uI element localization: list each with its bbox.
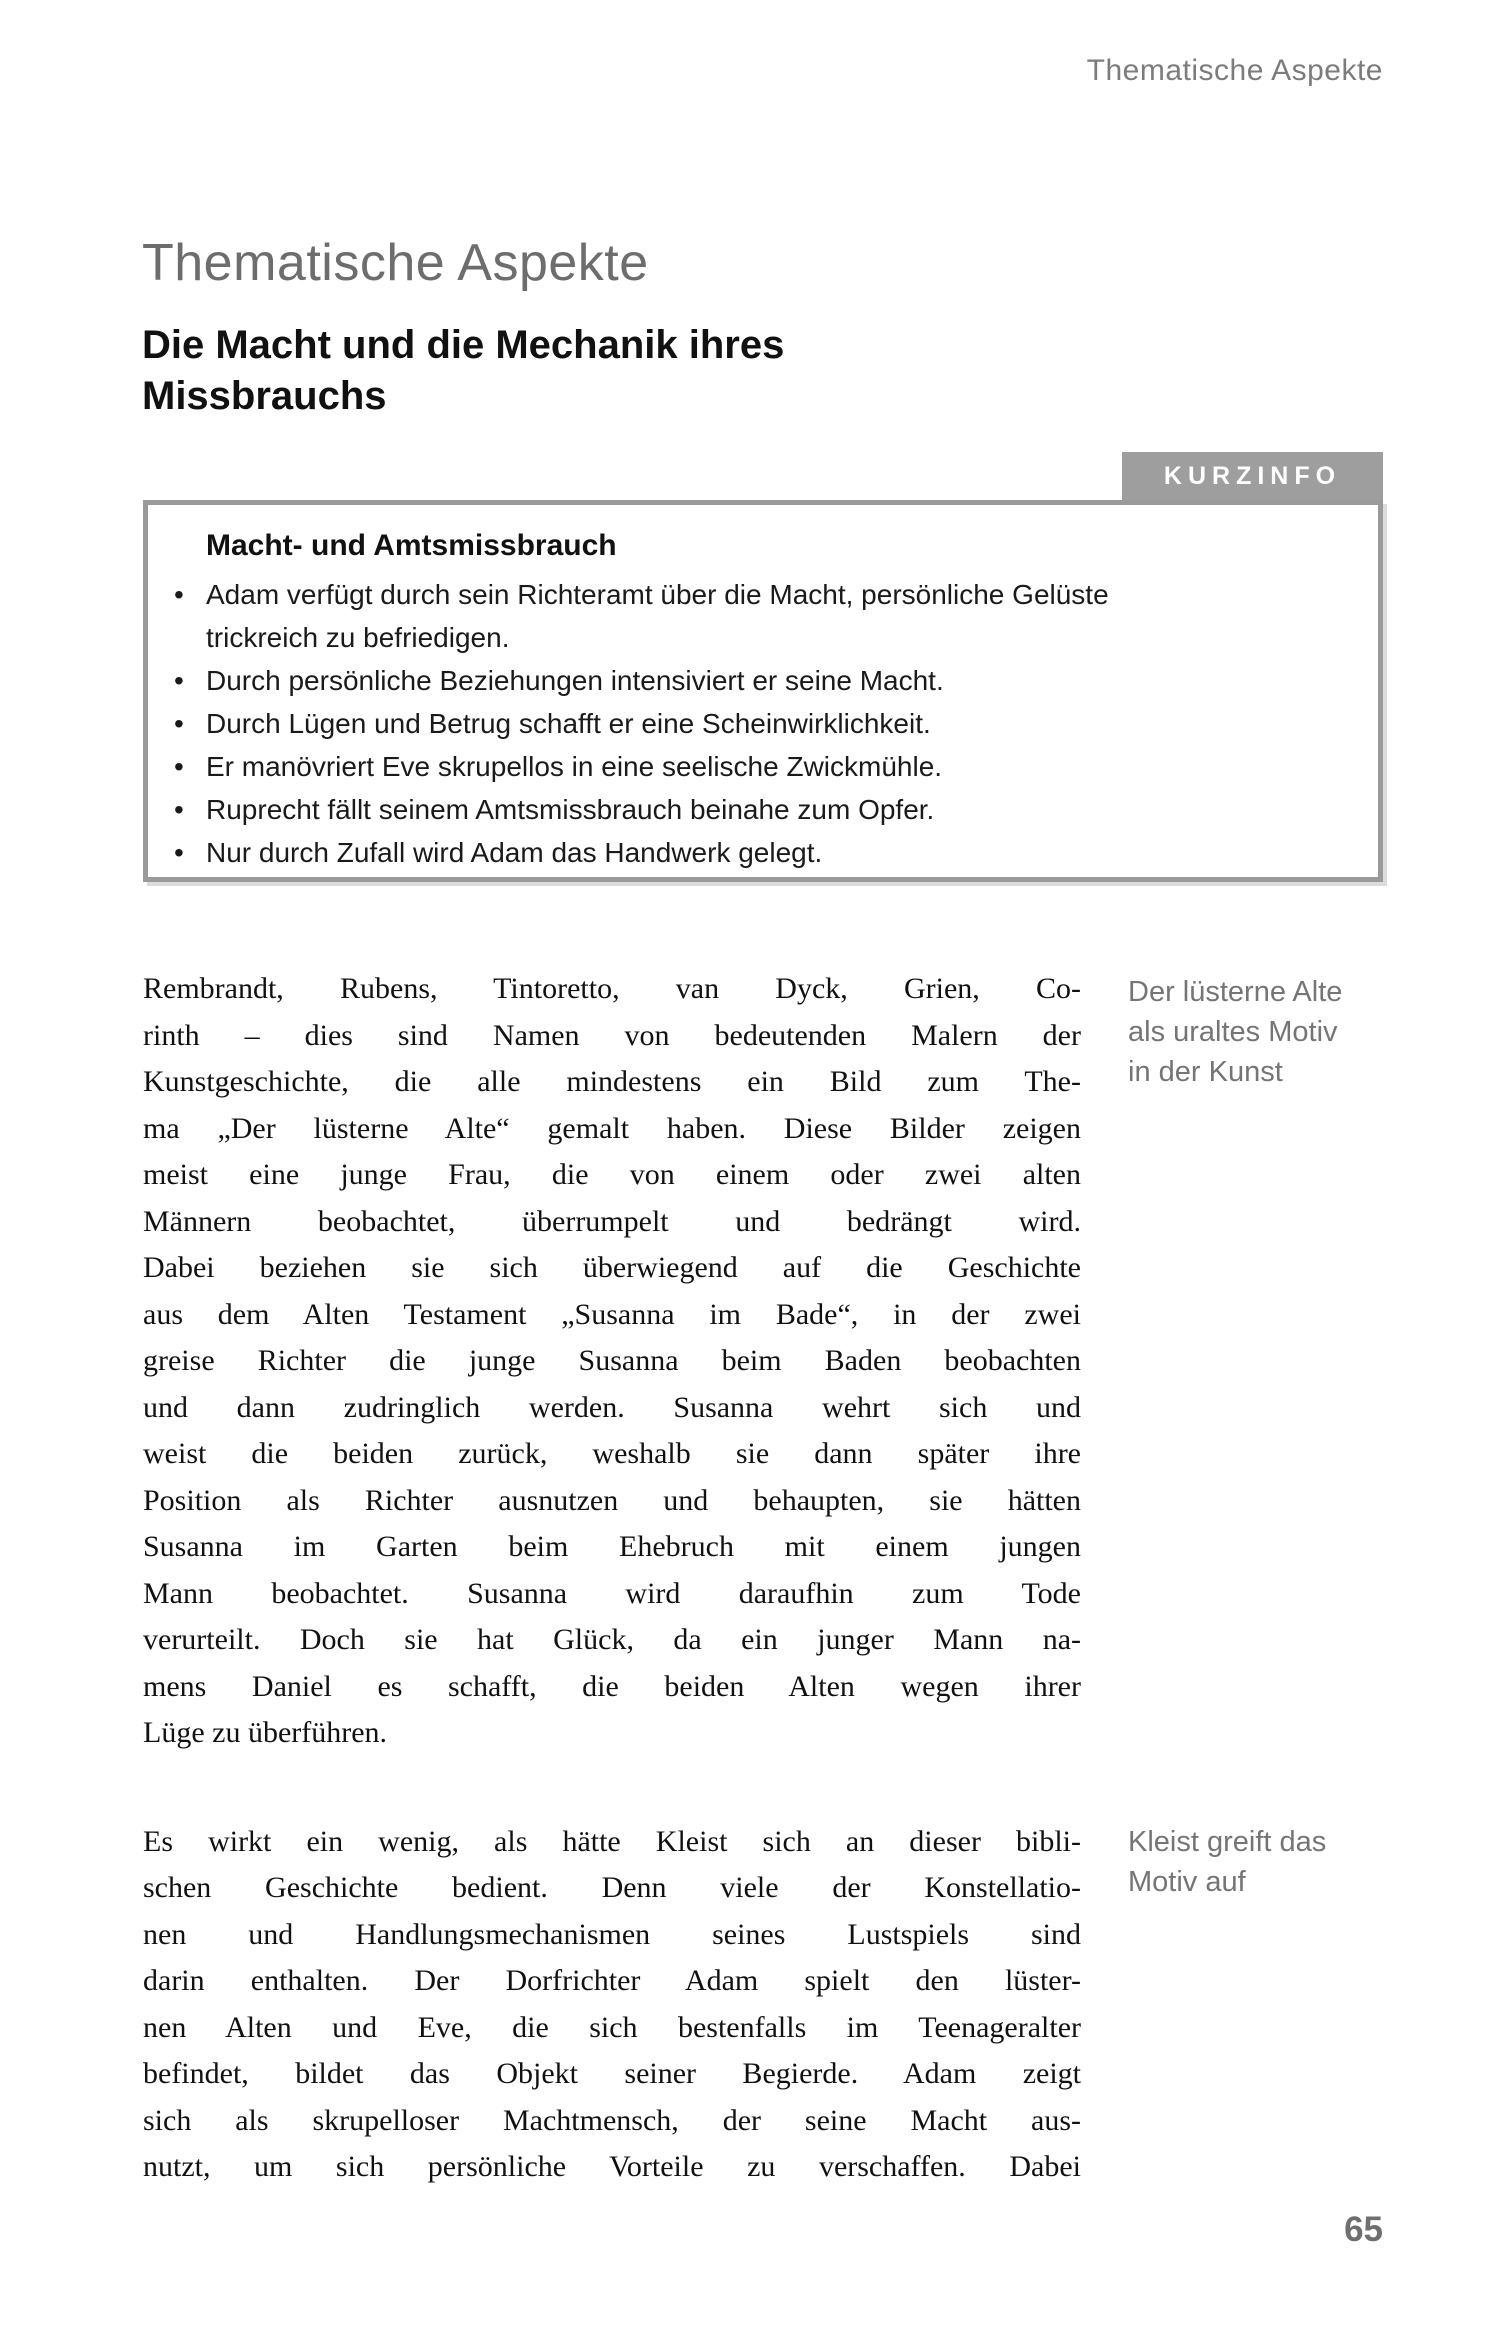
text-line: nen Alten und Eve, die sich bestenfalls im Teenageralter <box>143 2010 1081 2044</box>
text-line: nen und Handlungsmechanismen seines Lustspiels sind <box>143 1917 1081 1951</box>
running-head: Thematische Aspekte <box>1086 54 1383 87</box>
text-line: und dann zudringlich werden. Susanna wehrt sich und <box>143 1390 1081 1424</box>
text-line: aus dem Alten Testament „Susanna im Bade“, in der zwei <box>143 1297 1081 1331</box>
margin-note-line: Kleist greift das <box>1128 1826 1327 1858</box>
kurzinfo-box-title: Macht- und Amtsmissbrauch <box>206 529 617 562</box>
text-line: meist eine junge Frau, die von einem oder zwei alten <box>143 1158 1081 1191</box>
text-line: Lüge zu überführen. <box>143 1716 388 1749</box>
text-line: greise Richter die junge Susanna beim Baden beobachten <box>143 1344 1081 1377</box>
margin-note-line: in der Kunst <box>1128 1056 1283 1088</box>
subsection-heading-line: Die Macht und die Mechanik ihres <box>142 323 785 367</box>
body-text <box>143 966 1081 2191</box>
text-line: Position als Richter ausnutzen und behaupten, sie hätten <box>143 1483 1081 1517</box>
text-line: weist die beiden zurück, weshalb sie dann später ihre <box>143 1437 1081 1470</box>
text-line: sich als skrupelloser Machtmensch, der seine Macht aus- <box>143 2103 1081 2137</box>
subsection-heading <box>142 320 784 422</box>
margin-note-line: Der lüsterne Alte <box>1128 976 1343 1008</box>
paragraph-2 <box>143 1819 1081 2191</box>
subsection-heading-line: Missbrauchs <box>142 374 387 418</box>
text-line: Mann beobachtet. Susanna wird daraufhin zum Tode <box>143 1576 1081 1610</box>
margin-note-line: Motiv auf <box>1128 1866 1246 1898</box>
text-line: nutzt, um sich persönliche Vorteile zu verschaffen. Dabei <box>143 2150 1081 2183</box>
kurzinfo-bullet: • Durch persönliche Beziehungen intensiviert er seine Macht. <box>170 659 1211 702</box>
text-line: Männern beobachtet, überrumpelt und bedrängt wird. <box>143 1204 1081 1238</box>
text-line: befindet, bildet das Objekt seiner Begierde. Adam zeigt <box>143 2057 1081 2090</box>
paragraph-1 <box>143 966 1081 1757</box>
kurzinfo-bullet: • Ruprecht fällt seinem Amtsmissbrauch beinahe zum Opfer. <box>170 788 1211 831</box>
page-number: 65 <box>1344 2210 1383 2249</box>
margin-note-1 <box>1128 972 1408 1092</box>
section-heading: Thematische Aspekte <box>142 233 649 292</box>
text-line: mens Daniel es schafft, die beiden Alten wegen ihrer <box>143 1669 1081 1703</box>
kurzinfo-bullet: • Nur durch Zufall wird Adam das Handwerk gelegt. <box>170 831 1211 874</box>
kurzinfo-badge: KURZINFO <box>1122 452 1383 501</box>
kurzinfo-bullet: • Er manövriert Eve skrupellos in eine seelische Zwickmühle. <box>170 745 1211 788</box>
text-line: ma „Der lüsterne Alte“ gemalt haben. Diese Bilder zeigen <box>143 1111 1081 1145</box>
kurzinfo-bullet: • Durch Lügen und Betrug schafft er eine Scheinwirklichkeit. <box>170 702 1211 745</box>
kurzinfo-bullet: • Adam verfügt durch sein Richteramt über die Macht, persönliche Gelüste trickreich zu befriedigen. <box>170 573 1211 659</box>
text-line: darin enthalten. Der Dorfrichter Adam spielt den lüster- <box>143 1964 1081 1997</box>
margin-note-2 <box>1128 1822 1408 1902</box>
text-line: Kunstgeschichte, die alle mindestens ein Bild zum The- <box>143 1065 1081 1098</box>
text-line: Es wirkt ein wenig, als hätte Kleist sich an dieser bibli- <box>143 1824 1081 1858</box>
margin-note-line: als uraltes Motiv <box>1128 1016 1338 1048</box>
text-line: rinth – dies sind Namen von bedeutenden Malern der <box>143 1018 1081 1052</box>
text-line: Rembrandt, Rubens, Tintoretto, van Dyck, Grien, Co- <box>143 972 1081 1005</box>
text-line: schen Geschichte bedient. Denn viele der Konstellatio- <box>143 1871 1081 1904</box>
text-line: verurteilt. Doch sie hat Glück, da ein junger Mann na- <box>143 1623 1081 1656</box>
text-line: Dabei beziehen sie sich überwiegend auf die Geschichte <box>143 1251 1081 1284</box>
kurzinfo-bullet-list <box>170 573 1378 874</box>
text-line: Susanna im Garten beim Ehebruch mit einem jungen <box>143 1530 1081 1563</box>
kurzinfo-box <box>143 500 1383 882</box>
